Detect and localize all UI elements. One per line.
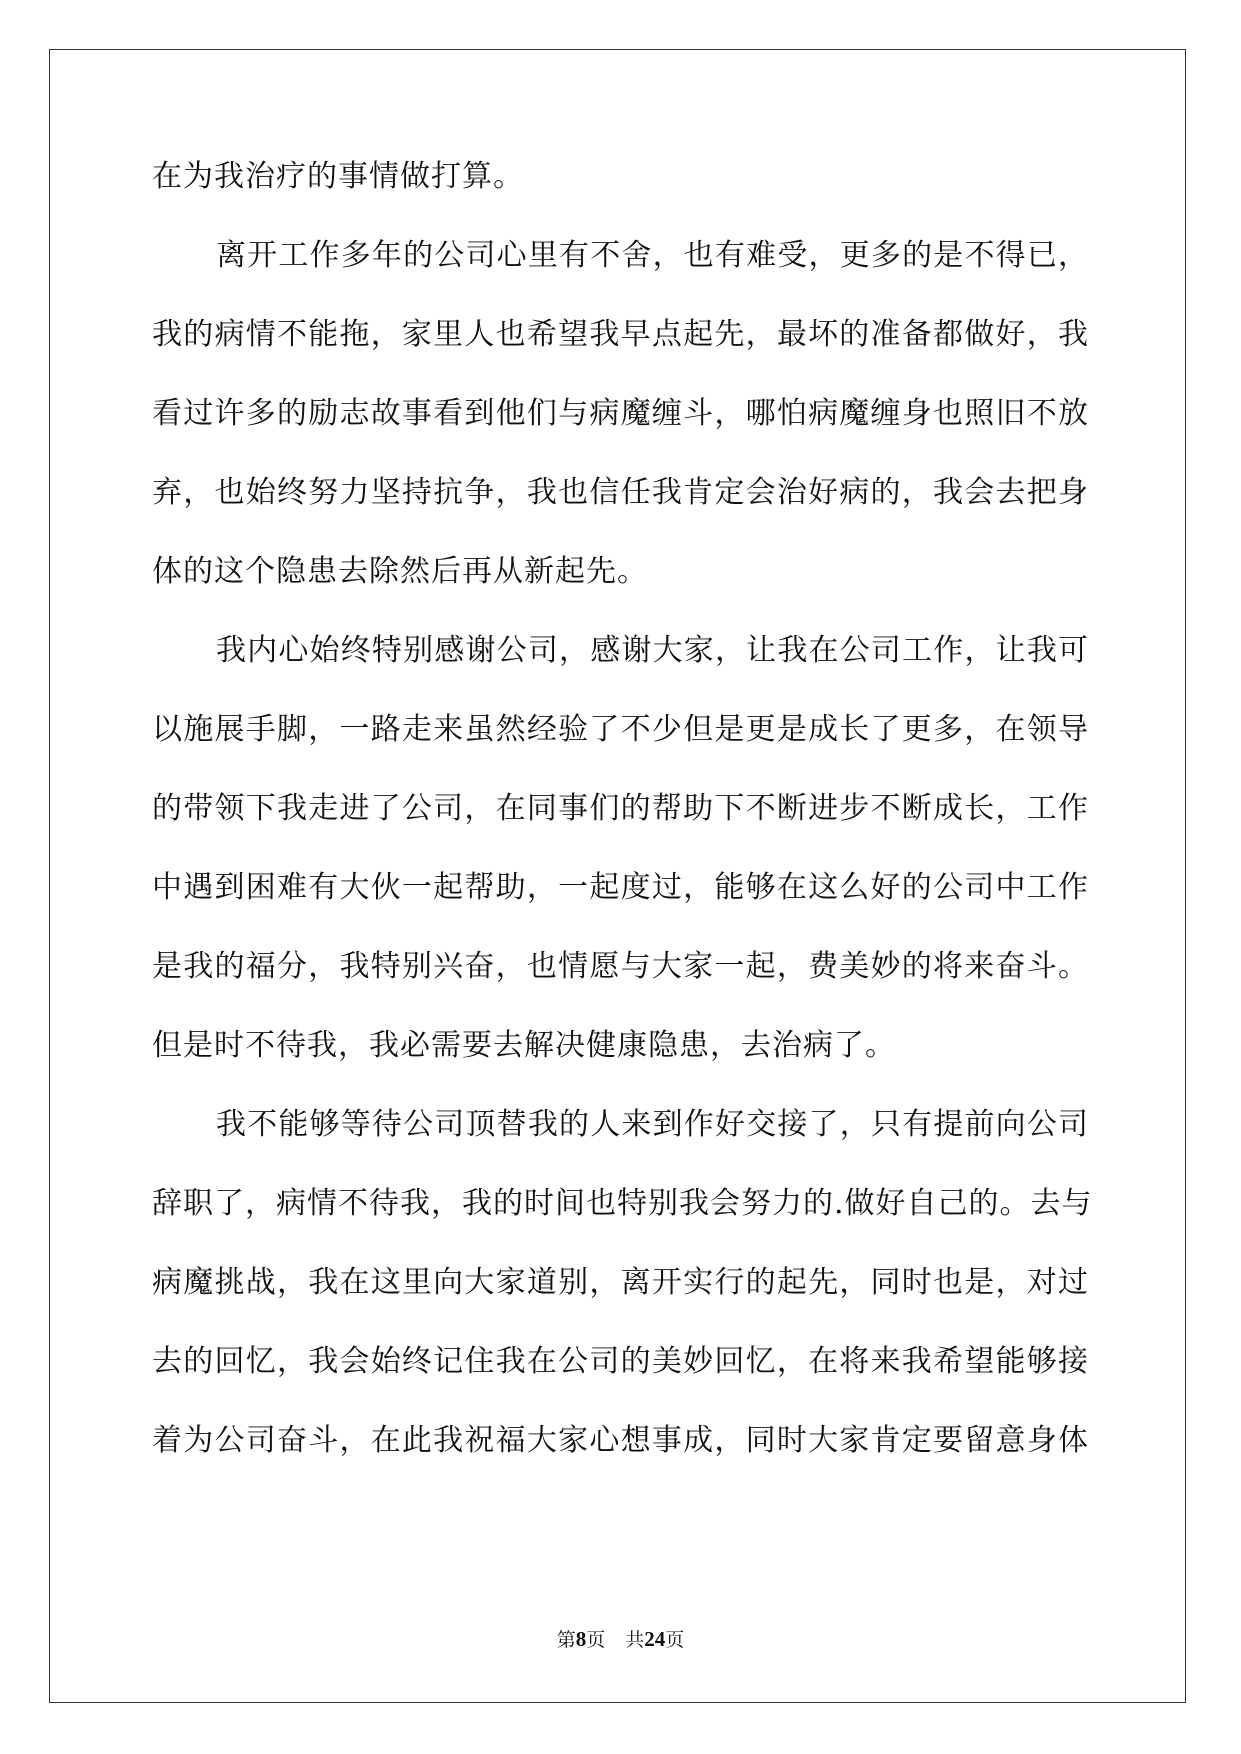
text-line-2: 离开工作多年的公司心里有不舍，也有难受，更多的是不得已， (216, 238, 1089, 273)
total-pages: 24 (644, 1627, 666, 1651)
text-line-6: 体的这个隐患去除然后再从新起先。 (152, 554, 648, 589)
page-prefix: 第 (556, 1629, 576, 1651)
text-line-9: 的带领下我走进了公司，在同事们的帮助下不断进步不断成长，工作 (152, 791, 1089, 826)
text-line-10: 中遇到困难有大伙一起帮助，一起度过，能够在这么好的公司中工作 (152, 870, 1089, 905)
page-suffix: 页 (586, 1629, 606, 1651)
text-line-13: 我不能够等待公司顶替我的人来到作好交接了，只有提前向公司 (216, 1107, 1089, 1142)
text-line-11: 是我的福分，我特别兴奋，也情愿与大家一起，费美妙的将来奋斗。 (152, 949, 1089, 984)
text-line-4: 看过许多的励志故事看到他们与病魔缠斗，哪怕病魔缠身也照旧不放 (152, 396, 1089, 431)
total-prefix: 共 (625, 1629, 645, 1651)
page-footer (0, 1625, 1241, 1652)
total-suffix: 页 (665, 1629, 685, 1651)
text-line-7: 我内心始终特别感谢公司，感谢大家，让我在公司工作，让我可 (216, 633, 1089, 668)
text-line-8: 以施展手脚，一路走来虽然经验了不少但是更是成长了更多，在领导 (152, 712, 1089, 747)
text-line-16: 去的回忆，我会始终记住我在公司的美妙回忆，在将来我希望能够接 (152, 1344, 1089, 1379)
document-body (152, 159, 1093, 1505)
text-line-14: 辞职了，病情不待我，我的时间也特别我会努力的.做好自己的。去与 (152, 1186, 1093, 1221)
text-line-15: 病魔挑战，我在这里向大家道别，离开实行的起先，同时也是，对过 (152, 1265, 1089, 1300)
text-line-12: 但是时不待我，我必需要去解决健康隐患，去治病了。 (152, 1028, 896, 1063)
text-line-5: 弃，也始终努力坚持抗争，我也信任我肯定会治好病的，我会去把身 (152, 475, 1089, 510)
text-line-17: 着为公司奋斗，在此我祝福大家心想事成，同时大家肯定要留意身体 (152, 1423, 1089, 1458)
text-line-1: 在为我治疗的事情做打算。 (152, 159, 524, 194)
page-number: 8 (575, 1627, 587, 1651)
text-line-3: 我的病情不能拖，家里人也希望我早点起先，最坏的准备都做好，我 (152, 317, 1089, 352)
